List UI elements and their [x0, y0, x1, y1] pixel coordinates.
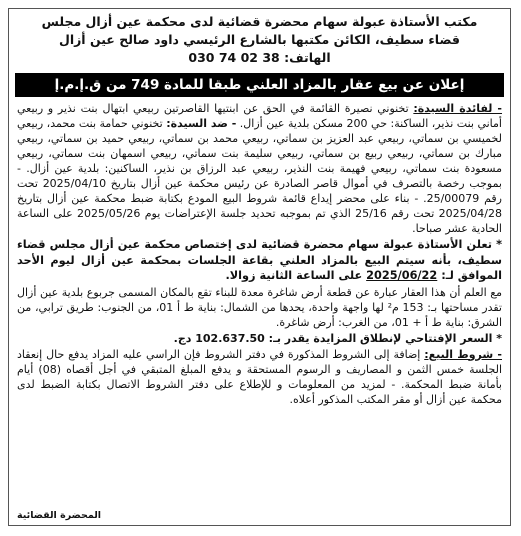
price-label: * السعر الإفتتاحي لإنطلاق المزايدة يقدر بـ: [264, 331, 502, 345]
conditions-label: - شروط البيع: [424, 347, 502, 361]
office-phone: الهاتف: 38 02 74 030 [188, 50, 331, 65]
beneficiary-label: - لفائدة السيدة: [413, 102, 502, 115]
conditions-text: إضافة إلى الشروط المذكورة في دفتر الشروط فإن الراسي عليه المزاد يدفع حال إنعقاد الجلسة خمس الثمن و المصاريف و الرسوم المستحقة و يدفع المبلغ المتبقي في أجل أقصاه (08) أيام بأمانة ضبط المحكمة. - لمزيد من المعلومات و للإطلاع على دفتر الشروط الاتصال بكتابة الضبط لدى محكمة عين أزال أو مقر المكتب المذكور أعلاه. [17, 347, 503, 406]
bailiff-signature: المحضرة القضائية [17, 510, 102, 521]
price-paragraph [17, 331, 502, 346]
property-text: مع العلم أن هذا العقار عبارة عن قطعة أرض شاغرة معدة للبناء تقع بالمكان المسمى جربوع بلدية عين أزال تقدر مساحتها بـ: 153 م² لها واجهة واحدة، يحدها من الشمال: بناية ط أ 01، من الجنوب: طريق ترابي، من الشرق: بناية ط أ + 01، من الغرب: أرض شاغرة. [17, 285, 502, 329]
sale-date: 2025/06/22 [366, 269, 438, 282]
price-value: 102.637.50 دج. [173, 331, 265, 345]
conditions-paragraph [17, 347, 502, 407]
announcement-paragraph [17, 237, 502, 284]
office-line-2: قضاء سطيف، الكائن مكتبها بالشارع الرئيسي داود صالح عين أزال [58, 32, 460, 47]
office-header [9, 9, 510, 69]
parties-paragraph [17, 101, 502, 236]
auction-notice [8, 8, 511, 526]
beneficiary-text: تخنوني نصيرة القائمة في الحق عن ابنتيها القاصرتين ربيعي ابتهال بنت نذير و ربيعي أماني بنت نذير، الساكنة: حي 200 مسكن بلدية عين أزال. [17, 102, 502, 130]
announcement-text: * تعلن الأستاذة عبولة سهام محضرة قضائية لدى إختصاص محكمة عين أزال مجلس قضاء سطيف، بأنه سيتم البيع بالمزاد العلني بقاعة الجلسات بمحكمة عين أزال ليوم الأحد الموافق لـ: [17, 238, 502, 282]
property-paragraph [17, 285, 502, 330]
office-line-1: مكتب الأستاذة عبولة سهام محضرة قضائية لدى محكمة عين أزال مجلس [41, 14, 478, 29]
notice-title-banner: إعلان عن بيع عقار بالمزاد العلني طبقا للمادة 749 من ق.إ.م.إ [15, 73, 504, 97]
against-text: تخنوني حمامة بنت محمد، ربيعي لخميسي بن سماتي، ربيعي عبد العزيز بن سماتي، ربيعي محمد بن سماتي، ربيعي حميد بن سماتي، ربيعي مبارك بن سماتي، ربيعي ربيع بن سماتي، ربيعي سليمة بنت سماتي، ربيعي اسمهان بنت سماتي، ربيعي مسعودة بنت سماتي، ربيعي فهيمة بنت النذير، ربيعي عبد الرزاق بن نذير، الساكنين: بلدية عين أزال. - بموجب رخصة بالتصرف في أموال قاصر الصادرة عن رئيس محكمة عين أزال بتاريخ 2025/04/10 تحت رقم 25/00079. - بناء على محضر إيداع قائمة شروط البيع المودع بكتابة ضبط محكمة عين أزال بتاريخ 2025/04/28 تحت رقم 25/16 الذي تم بموجبه تحديد جلسة الإعتراضات يوم 2025/05/26 على الساعة الحادية عشر صباحا. [17, 117, 502, 235]
sale-time: على الساعة الثانية زوالا. [225, 269, 367, 282]
against-label: - ضد السيدة: [166, 117, 237, 130]
notice-body [9, 101, 510, 407]
